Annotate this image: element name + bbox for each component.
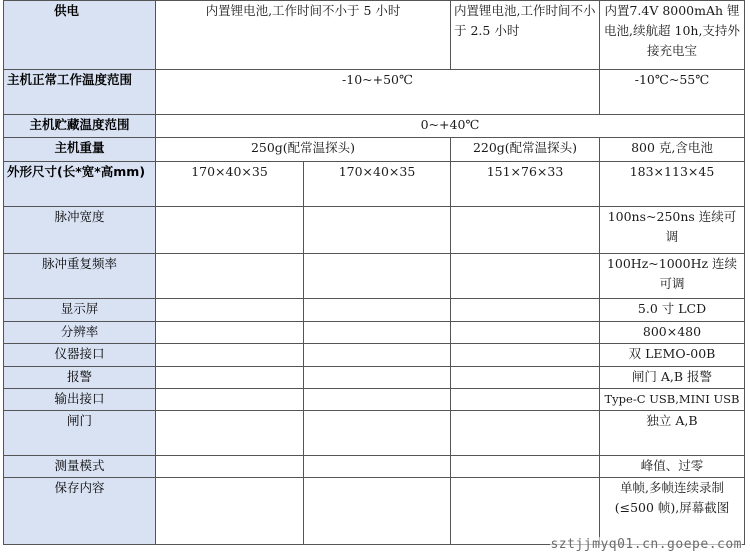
table-cell xyxy=(451,322,600,344)
table-cell: 内置锂电池,工作时间不小于 2.5 小时 xyxy=(451,1,600,70)
table-cell xyxy=(304,478,451,545)
table-row xyxy=(4,207,745,254)
table-row xyxy=(4,1,745,70)
table-row xyxy=(4,344,745,367)
table-cell xyxy=(451,254,600,299)
table-cell: 183×113×45 xyxy=(600,162,745,207)
table-row xyxy=(4,115,745,138)
spec-table xyxy=(3,0,745,545)
table-row xyxy=(4,367,745,389)
table-row xyxy=(4,478,745,545)
table-cell: 170×40×35 xyxy=(156,162,304,207)
row-label: 脉冲重复频率 xyxy=(4,254,156,299)
table-cell: 250g(配常温探头) xyxy=(156,138,451,162)
table-cell xyxy=(451,299,600,322)
table-cell xyxy=(451,344,600,367)
table-cell xyxy=(451,478,600,545)
table-row xyxy=(4,254,745,299)
table-cell xyxy=(156,411,304,456)
table-cell: 170×40×35 xyxy=(304,162,451,207)
row-label: 主机贮藏温度范围 xyxy=(4,115,156,138)
row-label: 脉冲宽度 xyxy=(4,207,156,254)
row-label: 主机正常工作温度范围 xyxy=(4,70,156,115)
table-cell xyxy=(304,456,451,478)
table-row xyxy=(4,162,745,207)
table-row xyxy=(4,299,745,322)
table-cell xyxy=(304,299,451,322)
table-cell xyxy=(304,367,451,389)
table-cell: 5.0 寸 LCD xyxy=(600,299,745,322)
table-cell xyxy=(451,411,600,456)
table-cell: -10~+50℃ xyxy=(156,70,600,115)
table-cell: 100ns~250ns 连续可调 xyxy=(600,207,745,254)
row-label: 外形尺寸(长*宽*高mm) xyxy=(4,162,156,207)
table-cell: 峰值、过零 xyxy=(600,456,745,478)
row-label: 仪器接口 xyxy=(4,344,156,367)
table-cell xyxy=(304,344,451,367)
table-cell: 单帧,多帧连续录制(≤500 帧),屏幕截图 xyxy=(600,478,745,545)
table-row xyxy=(4,411,745,456)
table-cell xyxy=(451,456,600,478)
table-cell xyxy=(156,207,304,254)
table-cell xyxy=(156,389,304,411)
table-cell: 100Hz~1000Hz 连续可调 xyxy=(600,254,745,299)
table-cell: Type-C USB,MINI USB xyxy=(600,389,745,411)
table-cell: 800 克,含电池 xyxy=(600,138,745,162)
table-cell xyxy=(304,254,451,299)
table-cell: 800×480 xyxy=(600,322,745,344)
table-cell xyxy=(156,254,304,299)
table-cell: 内置锂电池,工作时间不小于 5 小时 xyxy=(156,1,451,70)
row-label: 报警 xyxy=(4,367,156,389)
table-cell: 独立 A,B xyxy=(600,411,745,456)
table-cell xyxy=(451,389,600,411)
table-cell xyxy=(304,322,451,344)
table-row xyxy=(4,456,745,478)
table-row xyxy=(4,389,745,411)
row-label: 保存内容 xyxy=(4,478,156,545)
table-cell: 双 LEMO-00B xyxy=(600,344,745,367)
table-cell: 0~+40℃ xyxy=(156,115,745,138)
table-cell: 220g(配常温探头) xyxy=(451,138,600,162)
table-cell: 闸门 A,B 报警 xyxy=(600,367,745,389)
table-row xyxy=(4,70,745,115)
table-cell xyxy=(156,478,304,545)
table-cell xyxy=(304,207,451,254)
table-cell: -10℃~55℃ xyxy=(600,70,745,115)
row-label: 显示屏 xyxy=(4,299,156,322)
table-cell xyxy=(304,389,451,411)
table-cell xyxy=(451,367,600,389)
table-cell xyxy=(156,344,304,367)
table-cell xyxy=(156,456,304,478)
row-label: 输出接口 xyxy=(4,389,156,411)
watermark: sztjjmyq01.cn.goepe.com xyxy=(550,537,742,552)
table-cell xyxy=(451,207,600,254)
row-label: 闸门 xyxy=(4,411,156,456)
table-cell: 151×76×33 xyxy=(451,162,600,207)
table-cell xyxy=(156,299,304,322)
table-row xyxy=(4,322,745,344)
table-cell xyxy=(304,411,451,456)
row-label: 分辨率 xyxy=(4,322,156,344)
row-label: 测量模式 xyxy=(4,456,156,478)
table-row xyxy=(4,138,745,162)
table-cell: 内置7.4V 8000mAh 锂电池,续航超 10h,支持外接充电宝 xyxy=(600,1,745,70)
row-label: 供电 xyxy=(4,1,156,70)
table-cell xyxy=(156,322,304,344)
row-label: 主机重量 xyxy=(4,138,156,162)
table-cell xyxy=(156,367,304,389)
